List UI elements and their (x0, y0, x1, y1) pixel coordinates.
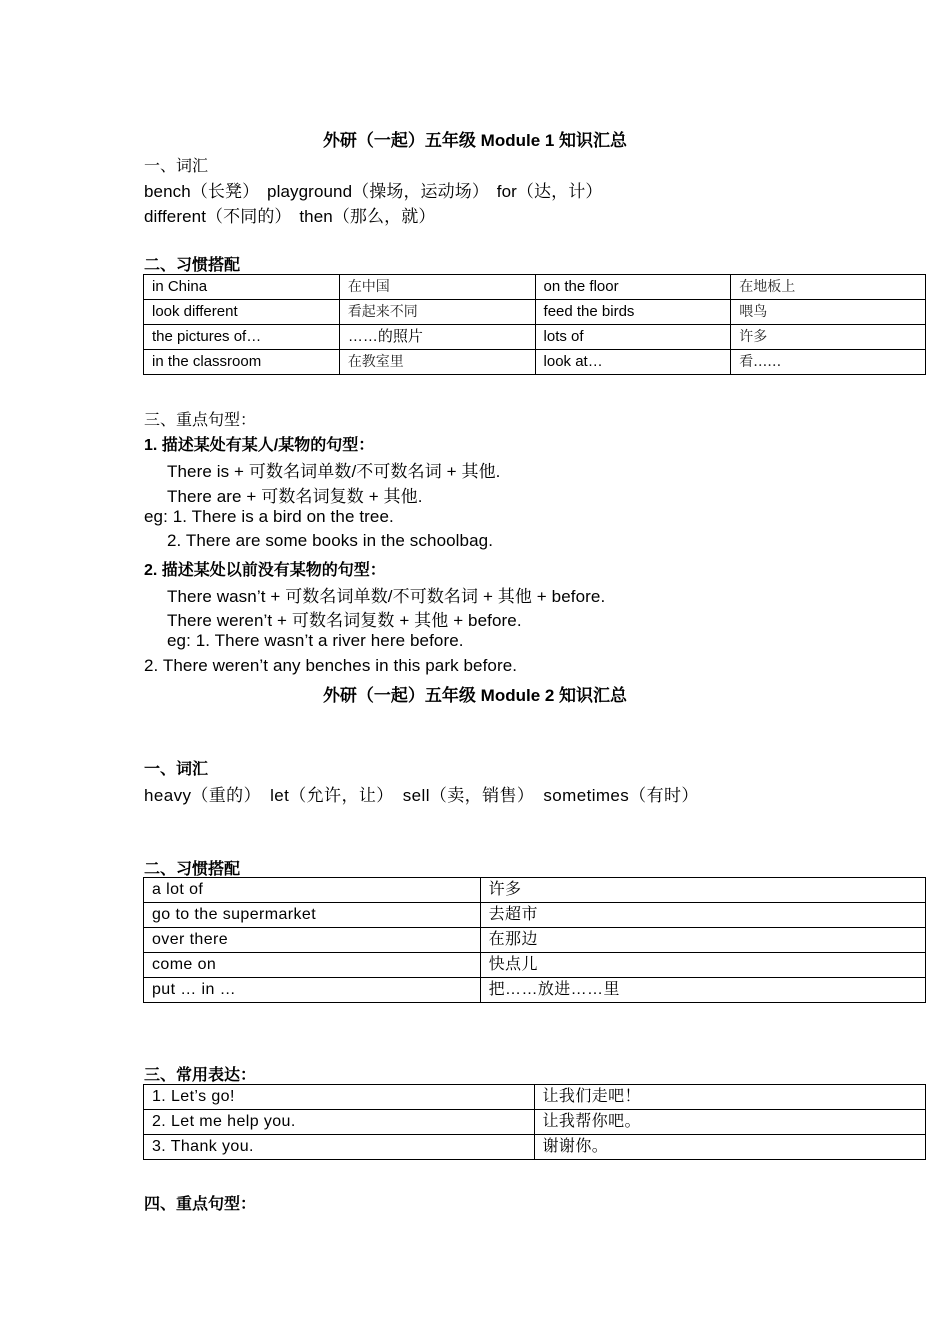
table-cell: in China (144, 275, 340, 300)
module2-title: 外研（一起）五年级 Module 2 知识汇总 (322, 686, 628, 705)
m1-collocation-table (143, 274, 926, 375)
table-cell: ……的照片 (339, 325, 535, 350)
table-row (144, 878, 926, 903)
m1-example1-line-2: 2. There are some books in the schoolbag. (167, 531, 494, 550)
table-cell: 在那边 (480, 928, 925, 953)
m1-pattern1-line-2: There are + 可数名词复数 + 其他. (167, 487, 423, 506)
table-cell: 3. Thank you. (144, 1135, 535, 1160)
m1-vocab-line-2: different（不同的） then（那么，就） (144, 207, 436, 226)
module1-title: 外研（一起）五年级 Module 1 知识汇总 (322, 131, 628, 150)
table-row (144, 275, 926, 300)
m1-pattern1-heading: 1. 描述某处有某人/某物的句型： (144, 437, 375, 454)
m2-vocab-line-1: heavy（重的） let（允许，让） sell（卖，销售） sometimes（有时） (144, 786, 699, 805)
m2-collocation-heading: 二、习惯搭配 (144, 861, 241, 878)
table-row (144, 928, 926, 953)
m1-pattern-heading: 三、重点句型： (144, 412, 257, 429)
table-row (144, 1085, 926, 1110)
table-cell: 在中国 (339, 275, 535, 300)
table-cell: 去超市 (480, 903, 925, 928)
table-cell: lots of (535, 325, 731, 350)
table-cell: 让我们走吧！ (534, 1085, 925, 1110)
table-cell: a lot of (144, 878, 481, 903)
table-cell: 快点儿 (480, 953, 925, 978)
m1-vocab-line-1: bench（长凳） playground（操场，运动场） for（达，计） (144, 182, 603, 201)
m1-pattern2-line-2: There weren’t + 可数名词复数 + 其他 + before. (167, 611, 522, 630)
table-cell: 看…… (731, 350, 926, 375)
table-cell: 1. Let’s go! (144, 1085, 535, 1110)
table-cell: 许多 (731, 325, 926, 350)
m1-example2-line-2: 2. There weren’t any benches in this park before. (144, 656, 518, 675)
table-row (144, 978, 926, 1003)
table-cell: put … in … (144, 978, 481, 1003)
table-cell: on the floor (535, 275, 731, 300)
m1-vocab-heading: 一、词汇 (144, 158, 209, 175)
table-cell: come on (144, 953, 481, 978)
table-cell: feed the birds (535, 300, 731, 325)
table-cell: 在教室里 (339, 350, 535, 375)
m2-expression-table (143, 1084, 926, 1160)
m2-pattern-heading: 四、重点句型： (144, 1196, 257, 1213)
table-cell: look different (144, 300, 340, 325)
table-cell: 在地板上 (731, 275, 926, 300)
m1-example1-line-1: eg: 1. There is a bird on the tree. (144, 507, 394, 526)
table-cell: go to the supermarket (144, 903, 481, 928)
m1-collocation-heading: 二、习惯搭配 (144, 257, 241, 274)
table-cell: look at… (535, 350, 731, 375)
table-cell: 喂鸟 (731, 300, 926, 325)
table-cell: the pictures of… (144, 325, 340, 350)
m1-example2-line-1: eg: 1. There wasn’t a river here before. (167, 631, 464, 650)
m2-expression-heading: 三、常用表达： (144, 1067, 257, 1084)
table-cell: in the classroom (144, 350, 340, 375)
table-row (144, 325, 926, 350)
m1-pattern2-heading: 2. 描述某处以前没有某物的句型： (144, 562, 386, 579)
table-cell: 许多 (480, 878, 925, 903)
m1-pattern2-line-1: There wasn’t + 可数名词单数/不可数名词 + 其他 + before. (167, 587, 606, 606)
table-row (144, 1135, 926, 1160)
m2-collocation-table (143, 877, 926, 1003)
table-row (144, 1110, 926, 1135)
table-cell: over there (144, 928, 481, 953)
table-row (144, 350, 926, 375)
table-cell: 看起来不同 (339, 300, 535, 325)
table-cell: 2. Let me help you. (144, 1110, 535, 1135)
table-row (144, 300, 926, 325)
m2-vocab-heading: 一、词汇 (144, 761, 209, 778)
table-cell: 谢谢你。 (534, 1135, 925, 1160)
table-cell: 把……放进……里 (480, 978, 925, 1003)
m1-pattern1-line-1: There is + 可数名词单数/不可数名词 + 其他. (167, 462, 501, 481)
table-cell: 让我帮你吧。 (534, 1110, 925, 1135)
table-row (144, 903, 926, 928)
table-row (144, 953, 926, 978)
